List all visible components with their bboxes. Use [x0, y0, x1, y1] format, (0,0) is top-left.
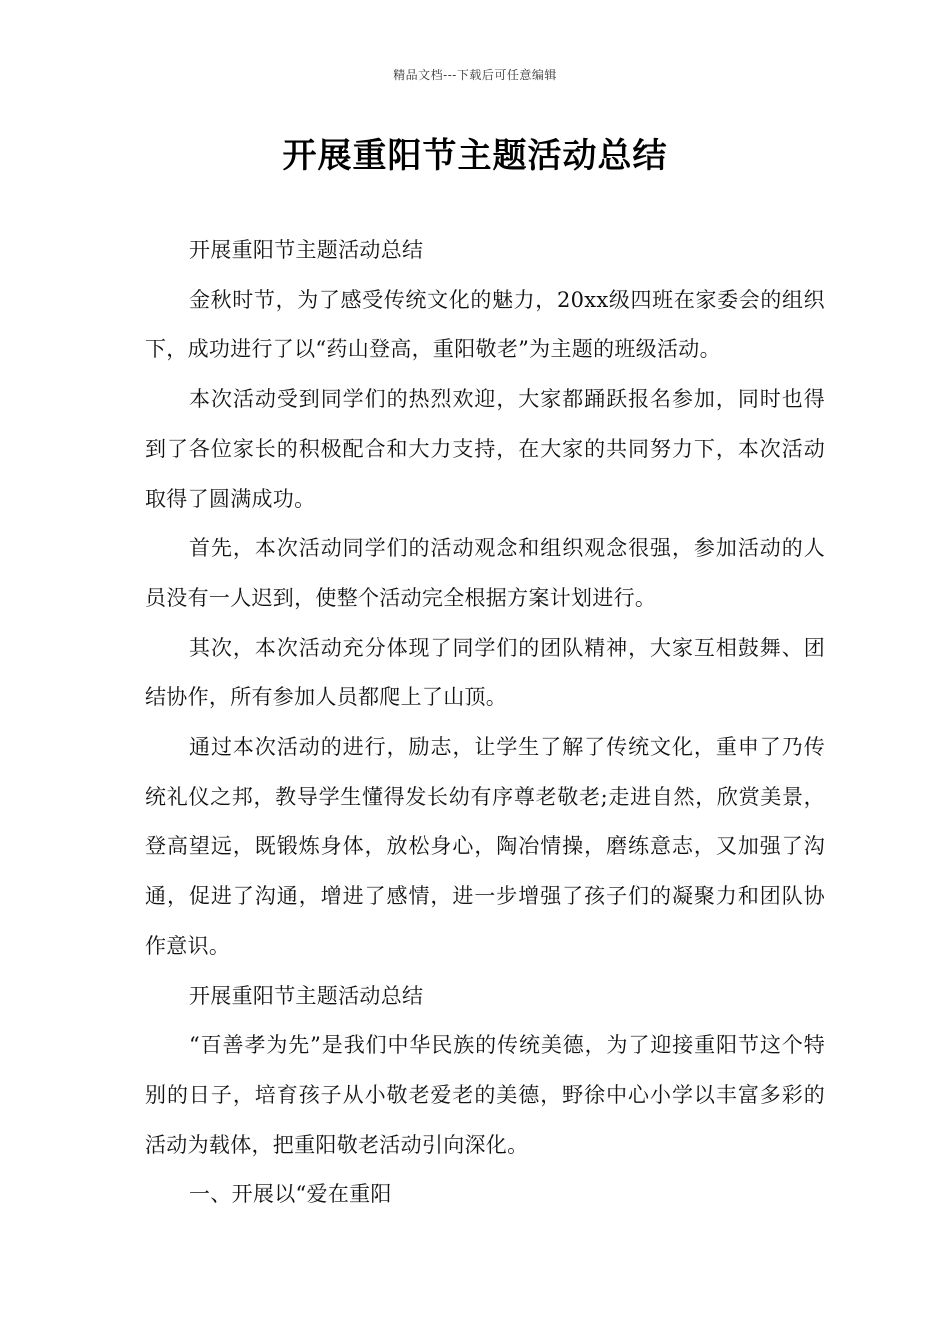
document-title: 开展重阳节主题活动总结: [282, 136, 668, 176]
paragraph: 金秋时节，为了感受传统文化的魅力，20xx级四班在家委会的组织下，成功进行了以“药山登高，重阳敬老”为主题的班级活动。: [145, 287, 825, 362]
paragraph: 通过本次活动的进行，励志，让学生了解了传统文化，重申了乃传统礼仪之邦，教导学生懂得发长幼有序尊老敬老;走进自然，欣赏美景，登高望远，既锻炼身体，放松身心，陶冶情操，磨练意志，又加强了沟通，促进了沟通，增进了感情，进一步增强了孩子们的凝聚力和团队协作意识。: [145, 735, 825, 958]
document-body: [145, 226, 825, 1220]
paragraph-section-heading: 一、开展以“爱在重阳: [189, 1182, 392, 1207]
paragraph-subtitle: 开展重阳节主题活动总结: [189, 238, 424, 262]
header-note: 精品文档---下载后可任意编辑: [393, 68, 557, 82]
paragraph: “百善孝为先”是我们中华民族的传统美德，为了迎接重阳节这个特别的日子，培育孩子从小敬老爱老的美德，野徐中心小学以丰富多彩的活动为载体，把重阳敬老活动引向深化。: [145, 1033, 825, 1157]
paragraph: 首先，本次活动同学们的活动观念和组织观念很强，参加活动的人员没有一人迟到，使整个活动完全根据方案计划进行。: [145, 536, 825, 610]
paragraph-subtitle: 开展重阳节主题活动总结: [189, 983, 424, 1008]
paragraph: 其次，本次活动充分体现了同学们的团队精神，大家互相鼓舞、团结协作，所有参加人员都爬上了山顶。: [145, 635, 825, 710]
paragraph: 本次活动受到同学们的热烈欢迎，大家都踊跃报名参加，同时也得到了各位家长的积极配合和大力支持，在大家的共同努力下，本次活动取得了圆满成功。: [145, 387, 825, 511]
